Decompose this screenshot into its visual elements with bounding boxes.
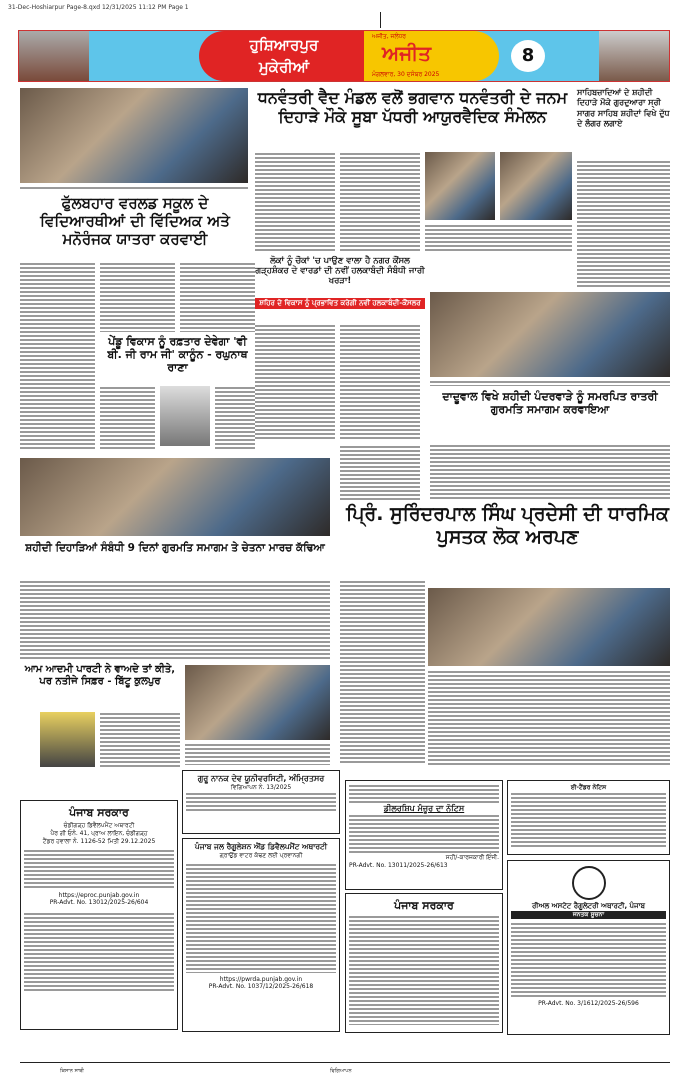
story-body bbox=[340, 445, 420, 500]
ad-subtitle: ਗ੍ਰਾਉਂਡ ਵਾਟਰ ਕੱਢਣ ਲਈ ਪ੍ਰਵਾਨਗੀ bbox=[219, 852, 303, 859]
ad-pr-number: PR-Advt. No. 3/1612/2025-26/596 bbox=[538, 1000, 639, 1007]
story-body bbox=[185, 743, 330, 765]
ad-body bbox=[511, 792, 666, 847]
ad-subtitle: ਵਿਗਿਆਪਨ ਨੰ. 13/2025 bbox=[230, 784, 292, 791]
masthead bbox=[18, 30, 670, 82]
ad-body bbox=[349, 814, 499, 854]
ad-body bbox=[24, 849, 174, 889]
edition-name bbox=[199, 31, 369, 81]
event-photo bbox=[185, 665, 330, 740]
ad-website[interactable]: https://eproc.punjab.gov.in bbox=[58, 892, 140, 899]
ad-title: ਈ-ਟੈਂਡਰ ਨੋਟਿਸ bbox=[570, 784, 607, 791]
story-body bbox=[20, 580, 330, 660]
ad-signature: ਸਹੀ/-ਕਾਰਜਕਾਰੀ ਇੰਜੀ. bbox=[445, 854, 499, 861]
ad-subtitle: ਚੰਡੀਗੜ੍ਹ ਡਿਵੈਲਪਮੈਂਟ ਅਥਾਰਟੀ bbox=[63, 822, 135, 829]
council-banner: ਸ਼ਹਿਰ ਦੇ ਵਿਕਾਸ ਨੂੰ ਪ੍ਰਭਾਵਿਤ ਕਰੇਗੀ ਨਵੀਂ ਹਲਕਾਬੰਦੀ-ਕੌਂਸਲਰ bbox=[255, 298, 425, 309]
photo-caption bbox=[20, 186, 248, 191]
ad-title: ਪੰਜਾਬ ਸਰਕਾਰ bbox=[69, 806, 129, 819]
issue-date: ਮੰਗਲਵਾਰ, 30 ਦਸੰਬਰ 2025 bbox=[372, 71, 440, 78]
story-body bbox=[100, 712, 180, 767]
council-headline: ਲੋਕਾਂ ਨੂੰ ਚੌਕਾਂ 'ਚ ਪਾਉਣ ਵਾਲਾ ਹੈ ਨਗਰ ਕੌਂਸਲ ਗੜ੍ਹਸ਼ੰਕਰ ਦੇ ਵਾਰਡਾਂ ਦੀ ਨਵੀਂ ਹਲਕਾਬੰਦੀ ਸੰਬੰਧੀ ਜਾਰੀ ਖਰੜਾ! bbox=[255, 256, 425, 287]
crop-mark bbox=[380, 12, 381, 28]
edition-city-1: ਹੁਸ਼ਿਆਰਪੁਰ bbox=[249, 36, 319, 54]
ad-pr-number: PR-Advt. No. 13011/2025-26/613 bbox=[349, 862, 448, 869]
story-body bbox=[428, 670, 670, 765]
punjab-govt-ad-2 bbox=[345, 893, 503, 1033]
city-photo-right bbox=[599, 31, 669, 81]
story-body bbox=[425, 224, 572, 252]
ad-subtitle: ਜਨਤਕ ਸੂਚਨਾ bbox=[511, 911, 666, 919]
rera-ad bbox=[507, 860, 670, 1035]
march-photo bbox=[20, 458, 330, 536]
shaheedi-headline: ਸ਼ਹੀਦੀ ਦਿਹਾੜਿਆਂ ਸੰਬੰਧੀ 9 ਦਿਨਾਂ ਗੁਰਮਤਿ ਸਮਾਗਮ ਤੇ ਚੇਤਨਾ ਮਾਰਚ ਕੱਢਿਆ bbox=[25, 542, 325, 554]
ad-title: ਡੀਲਰਸ਼ਿਪ ਮੰਜ਼ੂਰ ਦਾ ਨੋਟਿਸ bbox=[383, 804, 465, 813]
seminar-photo bbox=[425, 152, 495, 220]
main-headline: ਧਨਵੰਤਰੀ ਵੈਦ ਮੰਡਲ ਵਲੋਂ ਭਗਵਾਨ ਧਨਵੰਤਰੀ ਦੇ ਜਨਮ ਦਿਹਾੜੇ ਮੌਕੇ ਸੂਬਾ ਪੱਧਰੀ ਆਯੁਰਵੈਦਿਕ ਸੰਮੇਲਨ bbox=[257, 88, 568, 127]
story-body bbox=[340, 324, 420, 440]
ad-pr-number: PR-Advt. No. 1037/12/2025-26/618 bbox=[208, 983, 314, 990]
ad-body bbox=[186, 792, 336, 812]
story-body bbox=[577, 160, 670, 288]
school-trip-photo bbox=[20, 88, 248, 183]
story-body bbox=[100, 262, 175, 332]
rera-logo-icon bbox=[572, 866, 606, 900]
side-headline: ਸਾਹਿਬਜ਼ਾਦਿਆਂ ਦੇ ਸ਼ਹੀਦੀ ਦਿਹਾੜੇ ਮੌਕੇ ਗੁਰਦੁਆਰਾ ਸ੍ਰੀ ਸਾਗਰ ਸਾਹਿਬ ਸ਼ਹੀਦਾਂ ਵਿਖੇ ਦੁੱਧ ਦੇ ਲੰਗਰ ਲਗਾਏ bbox=[577, 88, 670, 129]
story-body bbox=[255, 324, 335, 440]
story-body bbox=[180, 262, 255, 332]
ad-title: ਪੰਜਾਬ ਜਲ ਰੈਗੂਲੇਸ਼ਨ ਐਂਡ ਡਿਵੈਲਪਮੈਂਟ ਅਥਾਰਟੀ bbox=[194, 842, 328, 851]
ad-body bbox=[349, 784, 499, 804]
gndu-ad bbox=[182, 770, 340, 834]
ad-address: ਪੈਰ ਗੀ ਓਨੰ. 41, ਪ੍ਰਾਅ ਲਾਇਨ, ਚੰਡੀਗੜ੍ਹ bbox=[50, 830, 148, 837]
punjab-govt-tender-ad bbox=[20, 800, 178, 1030]
story-body bbox=[340, 152, 420, 252]
ad-body bbox=[186, 863, 336, 973]
ad-body bbox=[511, 922, 666, 997]
page-number: 8 bbox=[511, 40, 545, 72]
ad-tender-ref: ਟੈਂਡਰ ਹਵਾਲਾ ਨੰ. 1126-52 ਮਿਤੀ 29.12.2025 bbox=[42, 838, 156, 845]
aap-headline: ਆਮ ਆਦਮੀ ਪਾਰਟੀ ਨੇ ਵਾਅਦੇ ਤਾਂ ਕੀਤੇ, ਪਰ ਨਤੀਜੇ ਸਿਫ਼ਰ - ਬਿੱਟੂ ਕੁਲਪੁਰ bbox=[24, 664, 176, 687]
paper-place: ਅਜੀਤ, ਜਲੰਧਰ bbox=[372, 33, 407, 40]
gurmat-stage-photo bbox=[430, 292, 670, 377]
rural-headline: ਪੇਂਡੂ ਵਿਕਾਸ ਨੂੰ ਰਫ਼ਤਾਰ ਦੇਵੇਗਾ 'ਵੀ ਬੀ. ਜੀ ਰਾਮ ਜੀ' ਕਾਨੂੰਨ - ਰਘੁਨਾਥ ਰਾਣਾ bbox=[107, 335, 248, 375]
story-body bbox=[255, 152, 335, 252]
portrait-photo bbox=[160, 386, 210, 446]
water-authority-ad bbox=[182, 838, 340, 1032]
story-body bbox=[215, 386, 255, 450]
print-slug: 31-Dec-Hoshiarpur Page-8.qxd 12/31/2025 11:12 PM Page 1 bbox=[8, 4, 189, 11]
brand-block bbox=[364, 31, 499, 81]
seminar-photo bbox=[500, 152, 572, 220]
photo-caption bbox=[430, 380, 670, 386]
story-body bbox=[340, 580, 425, 765]
city-photo-left bbox=[19, 31, 89, 81]
brand-logo: ਅਜੀਤ bbox=[382, 41, 432, 65]
footer-right: ਵਿਗਿਆਪਨ bbox=[330, 1068, 352, 1074]
ad-title: ਪੰਜਾਬ ਸਰਕਾਰ bbox=[394, 899, 454, 912]
story-body bbox=[100, 386, 155, 450]
edition-city-2: ਮੁਕੇਰੀਆਂ bbox=[258, 58, 310, 76]
story-body bbox=[20, 262, 95, 450]
footer-rule bbox=[20, 1062, 670, 1063]
e-tender-ad bbox=[507, 780, 670, 855]
ad-website[interactable]: https://pwrda.punjab.gov.in bbox=[219, 976, 303, 983]
daduwal-headline: ਦਾਦੂਵਾਲ ਵਿਖੇ ਸ਼ਹੀਦੀ ਪੰਦਰਵਾੜੇ ਨੂੰ ਸਮਰਪਿਤ ਰਾਤਰੀ ਗੁਰਮਤਿ ਸਮਾਗਮ ਕਰਵਾਇਆ bbox=[442, 390, 658, 417]
ad-body bbox=[24, 912, 174, 992]
ad-body bbox=[349, 915, 499, 1025]
footer-left: ਕਿਸਾਨ ਸਾਥੀ bbox=[60, 1068, 84, 1074]
story-body bbox=[430, 444, 670, 500]
book-release-headline: ਪ੍ਰਿੰ. ਸੁਰਿੰਦਰਪਾਲ ਸਿੰਘ ਪ੍ਰਦੇਸੀ ਦੀ ਧਾਰਮਿਕ ਪੁਸਤਕ ਲੋਕ ਅਰਪਣ bbox=[346, 503, 669, 548]
ad-title: ਗੁਰੂ ਨਾਨਕ ਦੇਵ ਯੂਨੀਵਰਸਿਟੀ, ਅੰਮ੍ਰਿਤਸਰ bbox=[197, 774, 325, 783]
book-release-photo bbox=[428, 588, 670, 666]
dealership-notice-ad bbox=[345, 780, 503, 890]
ad-title: ਰੀਅਲ ਅਸਟੇਟ ਰੈਗੂਲੇਟਰੀ ਅਥਾਰਟੀ, ਪੰਜਾਬ bbox=[532, 902, 645, 910]
ad-pr-number: PR-Advt. No. 13012/2025-26/604 bbox=[49, 899, 149, 906]
portrait-photo bbox=[40, 712, 95, 767]
school-trip-headline: ਫੁੱਲਬਹਾਰ ਵਰਲਡ ਸਕੂਲ ਦੇ ਵਿਦਿਆਰਥੀਆਂ ਦੀ ਵਿੱਦਿਅਕ ਅਤੇ ਮਨੋਰੰਜਕ ਯਾਤਰਾ ਕਰਵਾਈ bbox=[40, 194, 230, 248]
